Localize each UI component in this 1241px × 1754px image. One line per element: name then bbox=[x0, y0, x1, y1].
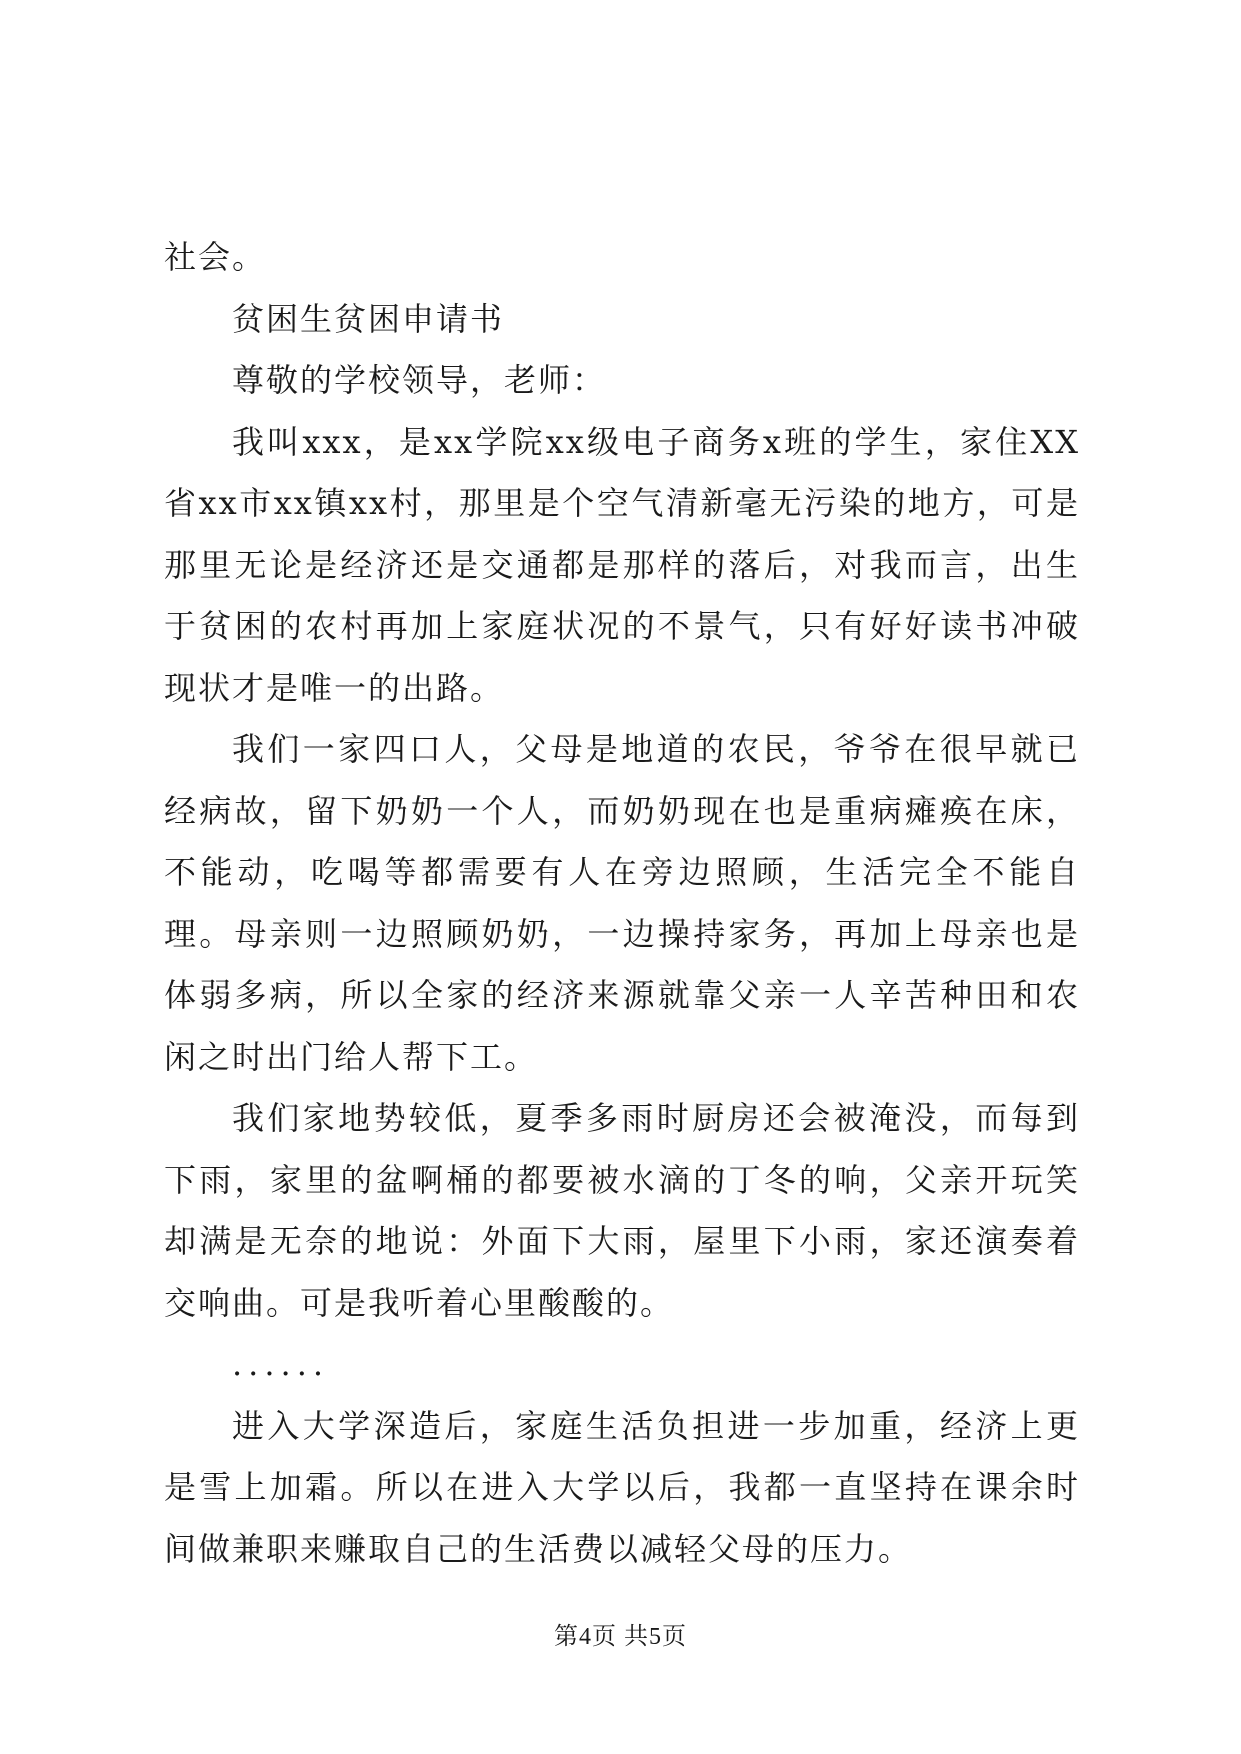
paragraph-introduction: 我叫xxx，是xx学院xx级电子商务x班的学生，家住XX省xx市xx镇xx村，那里是个空气清新毫无污染的地方，可是那里无论是经济还是交通都是那样的落后，对我而言，出生于贫困的农村再加上家庭状况的不景气，只有好好读书冲破现状才是唯一的出路。 bbox=[164, 422, 1080, 707]
paragraph-ellipsis: ...... bbox=[232, 1345, 330, 1383]
paragraph-house: 我们家地势较低，夏季多雨时厨房还会被淹没，而每到下雨，家里的盆啊桶的都要被水滴的丁冬的响，父亲开玩笑却满是无奈的地说：外面下大雨，屋里下小雨，家还演奏着交响曲。可是我听着心里酸酸的。 bbox=[164, 1099, 1080, 1322]
document-title: 贫困生贫困申请书 bbox=[232, 299, 505, 338]
paragraph-family: 我们一家四口人，父母是地道的农民，爷爷在很早就已经病故，留下奶奶一个人，而奶奶现在也是重病瘫痪在床，不能动，吃喝等都需要有人在旁边照顾，生活完全不能自理。母亲则一边照顾奶奶，一边操持家务，再加上母亲也是体弱多病，所以全家的经济来源就靠父亲一人辛苦种田和农闲之时出门给人帮下工。 bbox=[164, 730, 1080, 1076]
page-footer bbox=[0, 1616, 1241, 1651]
paragraph-university: 进入大学深造后，家庭生活负担进一步加重，经济上更是雪上加霜。所以在进入大学以后，我都一直坚持在课余时间做兼职来赚取自己的生活费以减轻父母的压力。 bbox=[164, 1406, 1080, 1568]
document-body bbox=[164, 227, 1080, 1580]
page-number-label: 第4页 共5页 bbox=[554, 1624, 687, 1650]
salutation: 尊敬的学校领导，老师： bbox=[232, 361, 607, 399]
paragraph-continuation: 社会。 bbox=[164, 238, 267, 276]
